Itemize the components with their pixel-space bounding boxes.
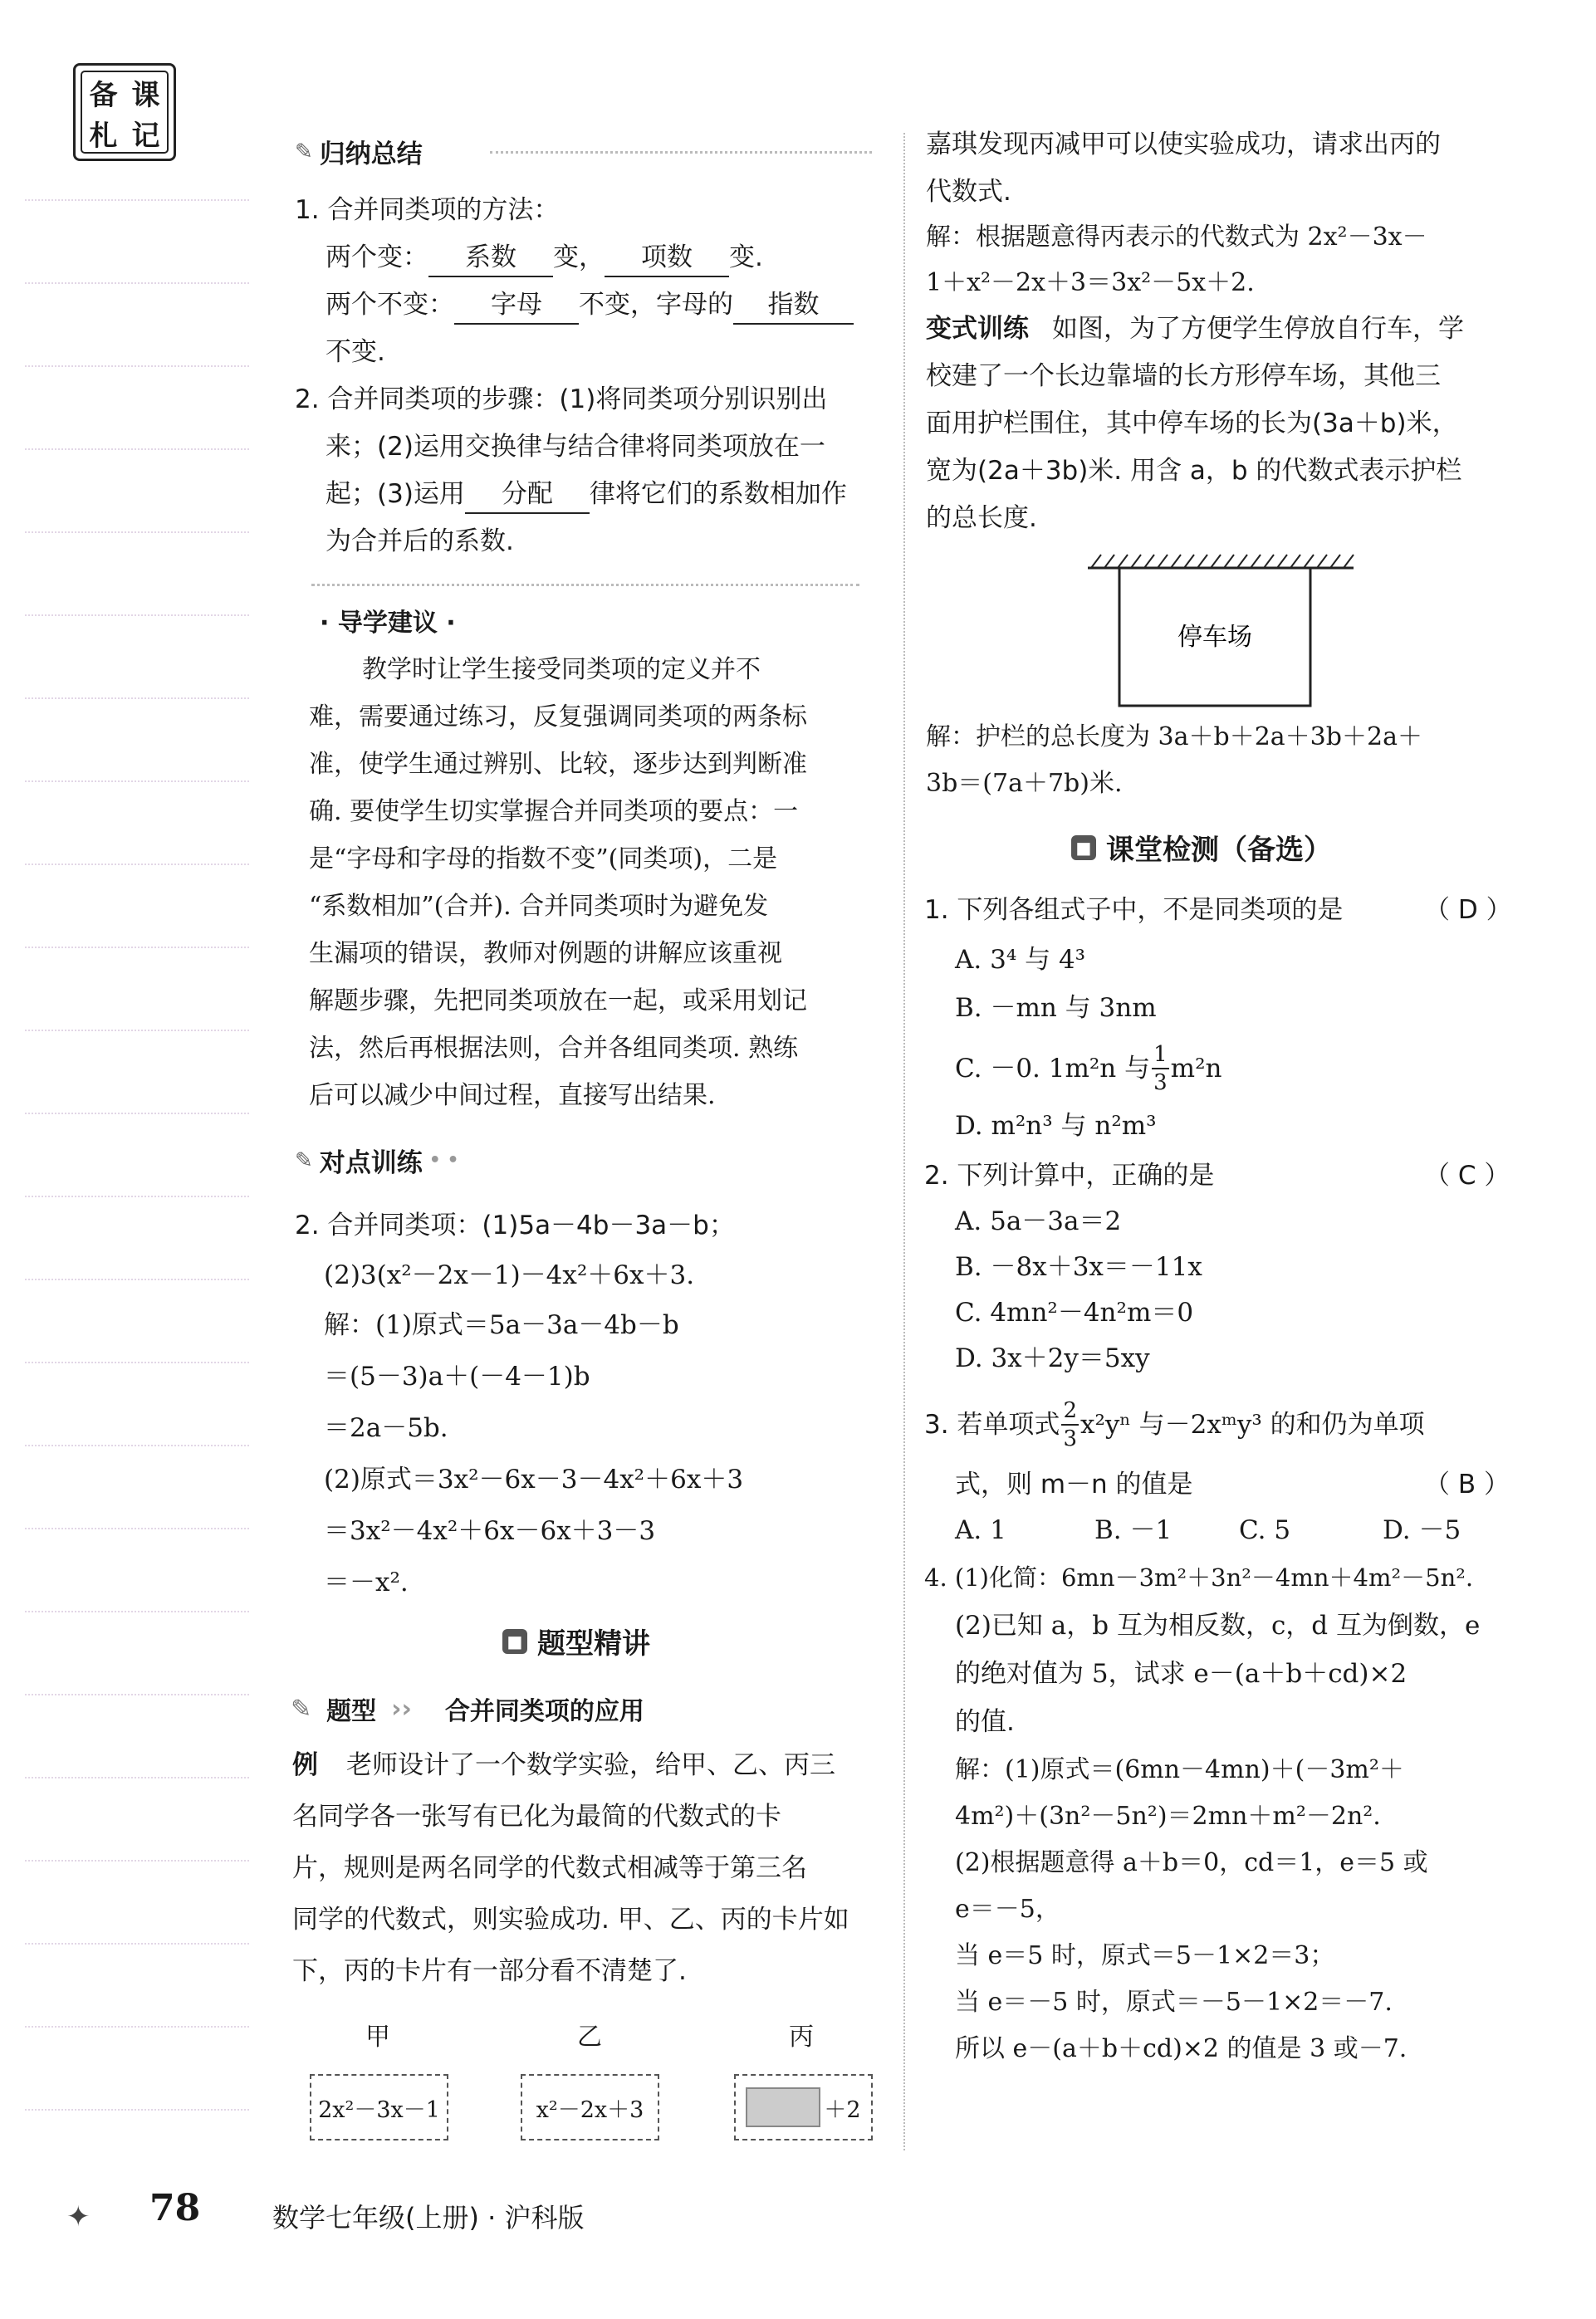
footer-ornament-icon: ✦ [66,2200,91,2233]
card-label: 乙 [577,2023,602,2052]
guide-line: 解题步骤，先把同类项放在一起，或采用划记 [309,986,807,1015]
example-solution: 1＋x²－2x＋3＝3x²－5x＋2. [926,268,1255,297]
book-title: 数学七年级(上册) · 沪科版 [272,2202,585,2233]
fraction: $\frac{2}{3}$ [1063,1398,1077,1451]
guide-line: 准，使学生通过辨别、比较，逐步达到判断准 [309,750,807,779]
guide-line: 确. 要使学生切实掌握合并同类项的要点：一 [309,797,799,826]
card-label: 甲 [365,2023,390,2052]
pencil-icon: ✎ [295,139,313,164]
badge-char: 课 [131,79,160,112]
notes-badge [73,63,176,161]
summary-line-2: 两个变： 系数 变， 项数 变. [326,234,763,281]
variant-line: 宽为(2a＋3b)米. 用含 a，b 的代数式表示护栏 [926,456,1462,486]
badge-char: 记 [131,120,160,153]
option: B. －1 [1094,1515,1173,1545]
check-solution: 解：(1)原式＝(6mn－4mn)＋(－3m²＋ [955,1755,1404,1784]
check-question: 式，则 m－n 的值是 [955,1470,1193,1500]
option: B. －mn 与 3nm [955,993,1157,1023]
variant-solution: 解：护栏的总长度为 3a＋b＋2a＋3b＋2a＋ [926,722,1422,751]
answer-bracket: （ B ） [1424,1470,1510,1500]
variant-line: 校建了一个长边靠墙的长方形停车场，其他三 [926,361,1441,391]
answer-bracket: （ C ） [1424,1161,1510,1191]
obscured-patch [746,2087,820,2127]
guide-line: 生漏项的错误，教师对例题的讲解应该重视 [309,939,782,968]
option: A. 1 [955,1515,1006,1545]
practice-solution: ＝－x². [324,1568,409,1597]
guide-line: “系数相加”(合并). 合并同类项时为避免发 [309,892,769,921]
check-question: 的值. [955,1707,1015,1737]
option: C. 4mn²－4n²m＝0 [955,1298,1194,1328]
check-solution: 4m²)＋(3n²－5n²)＝2mn＋m²－2n². [955,1802,1381,1831]
check-question: 1. 下列各组式子中，不是同类项的是 [924,895,1344,925]
guide-line: 后可以减少中间过程，直接写出结果. [309,1081,716,1110]
variant-solution: 3b＝(7a＋7b)米. [926,769,1123,798]
summary-line-3: 两个不变： 字母 不变，字母的 指数 [326,281,854,328]
practice-title: ✎ 对点训练 • • [295,1147,459,1178]
variant-line: 面用护栏围住，其中停车场的长为(3a＋b)米， [926,409,1458,438]
check-question: 的绝对值为 5，试求 e－(a＋b＋cd)×2 [955,1659,1408,1689]
answer-blank: 分配 [465,476,590,514]
card-label: 丙 [789,2023,814,2052]
example-line: 下，丙的卡片有一部分看不清楚了. [292,1956,687,1986]
badge-char: 备 [89,79,118,112]
check-solution: e＝－5， [955,1895,1060,1924]
pencil-icon: ✎ [291,1694,312,1724]
answer-blank: 系数 [428,239,553,277]
fraction: $\frac{1}{3}$ [1153,1042,1168,1095]
example-line: 例 老师设计了一个数学实验，给甲、乙、丙三 [292,1750,835,1780]
card-jia: 2x²－3x－1 [310,2074,448,2140]
answer-blank: 项数 [605,239,729,277]
check-solution: (2)根据题意得 a＋b＝0，cd＝1，e＝5 或 [955,1848,1428,1877]
summary-line-8: 为合并后的系数. [326,526,514,556]
summary-line-4: 不变. [326,337,385,367]
summary-line-7: 起；(3)运用 分配 律将它们的系数相加作 [326,471,847,517]
guide-line: 教学时让学生接受同类项的定义并不 [362,655,761,684]
option: C. －0. 1m²n 与 $\frac{1}{3}$ m²n [955,1042,1222,1095]
section-icon: ■ [1071,835,1096,860]
guide-line: 法，然后再根据法则，合并各组同类项. 熟练 [309,1034,799,1063]
answer-bracket: （ D ） [1424,895,1512,925]
check-solution: 当 e＝5 时，原式＝5－1×2＝3； [955,1941,1335,1970]
typed-tag: ✎ 题型 ›› 合并同类项的应用 [291,1694,644,1726]
summary-line-5: 2. 合并同类项的步骤：(1)将同类项分别识别出 [295,384,828,414]
answer-blank: 字母 [454,286,579,325]
card-bing: ＋2 [734,2074,873,2140]
check-solution: 当 e＝－5 时，原式＝－5－1×2＝－7. [955,1988,1393,2017]
check-question: 2. 下列计算中，正确的是 [924,1161,1215,1191]
practice-solution: ＝2a－5b. [324,1413,448,1443]
practice-question: (2)3(x²－2x－1)－4x²＋6x＋3. [324,1260,695,1290]
card-yi: x²－2x＋3 [521,2074,659,2140]
guide-title: · 导学建议 · [320,609,456,638]
dotted-rule [311,584,859,586]
check-question: 3. 若单项式 $\frac{2}{3}$ x²yⁿ 与－2xᵐy³ 的和仍为单项 [924,1398,1425,1451]
pencil-icon: ✎ [295,1147,313,1173]
practice-solution: ＝3x²－4x²＋6x－6x＋3－3 [324,1516,656,1546]
practice-solution: 解：(1)原式＝5a－3a－4b－b [324,1310,679,1340]
example-solution: 解：根据题意得丙表示的代数式为 2x²－3x－ [926,223,1427,252]
option: D. 3x＋2y＝5xy [955,1343,1150,1373]
summary-line-6: 来；(2)运用交换律与结合律将同类项放在一 [326,432,825,462]
practice-question: 2. 合并同类项：(1)5a－4b－3a－b； [295,1211,735,1240]
option: C. 5 [1239,1515,1291,1545]
guide-line: 是“字母和字母的指数不变”(同类项)，二是 [309,844,778,873]
chevron-right-icon: ›› [391,1694,412,1724]
section-icon: ■ [502,1629,527,1654]
example-line: 名同学各一张写有已化为最简的代数式的卡 [292,1802,781,1832]
practice-solution: ＝(5－3)a＋(－4－1)b [324,1362,590,1392]
option: B. －8x＋3x＝－11x [955,1252,1202,1282]
check-title: ■ 课堂检测（备选） [1071,827,1332,868]
parking-diagram [1080,548,1362,714]
variant-line: 变式训练 如图，为了方便学生停放自行车，学 [926,314,1464,344]
dotted-rule [490,151,872,154]
parking-label: 停车场 [1177,623,1252,652]
guide-line: 难，需要通过练习，反复强调同类项的两条标 [309,702,807,731]
guide-text [309,646,874,1119]
check-question: (2)已知 a，b 互为相反数，c，d 互为倒数，e [955,1611,1481,1641]
option: D. －5 [1383,1515,1461,1545]
summary-title: ✎ 归纳总结 [295,139,423,169]
example-line: 片，规则是两名同学的代数式相减等于第三名 [292,1853,807,1883]
answer-blank: 指数 [733,286,854,325]
option: A. 5a－3a＝2 [955,1206,1122,1236]
check-solution: 所以 e－(a＋b＋cd)×2 的值是 3 或－7. [955,2034,1408,2063]
typed-title: ■ 题型精讲 [502,1621,650,1661]
summary-line-1: 1. 合并同类项的方法： [295,195,560,225]
example-continued: 嘉琪发现丙减甲可以使实验成功，请求出丙的 [926,130,1441,159]
check-question: 4. (1)化简：6mn－3m²＋3n²－4mn＋4m²－5n². [924,1563,1474,1592]
column-divider [903,133,905,2150]
practice-solution: (2)原式＝3x²－6x－3－4x²＋6x＋3 [324,1465,744,1495]
option: A. 3⁴ 与 4³ [955,945,1086,975]
wall-hatching [1091,555,1354,568]
variant-line: 的总长度. [926,503,1037,533]
example-line: 同学的代数式，则实验成功. 甲、乙、丙的卡片如 [292,1905,849,1935]
page-number: 78 [149,2187,201,2229]
badge-char: 札 [89,120,118,153]
example-continued: 代数式. [926,177,1011,207]
option: D. m²n³ 与 n²m³ [955,1111,1157,1141]
